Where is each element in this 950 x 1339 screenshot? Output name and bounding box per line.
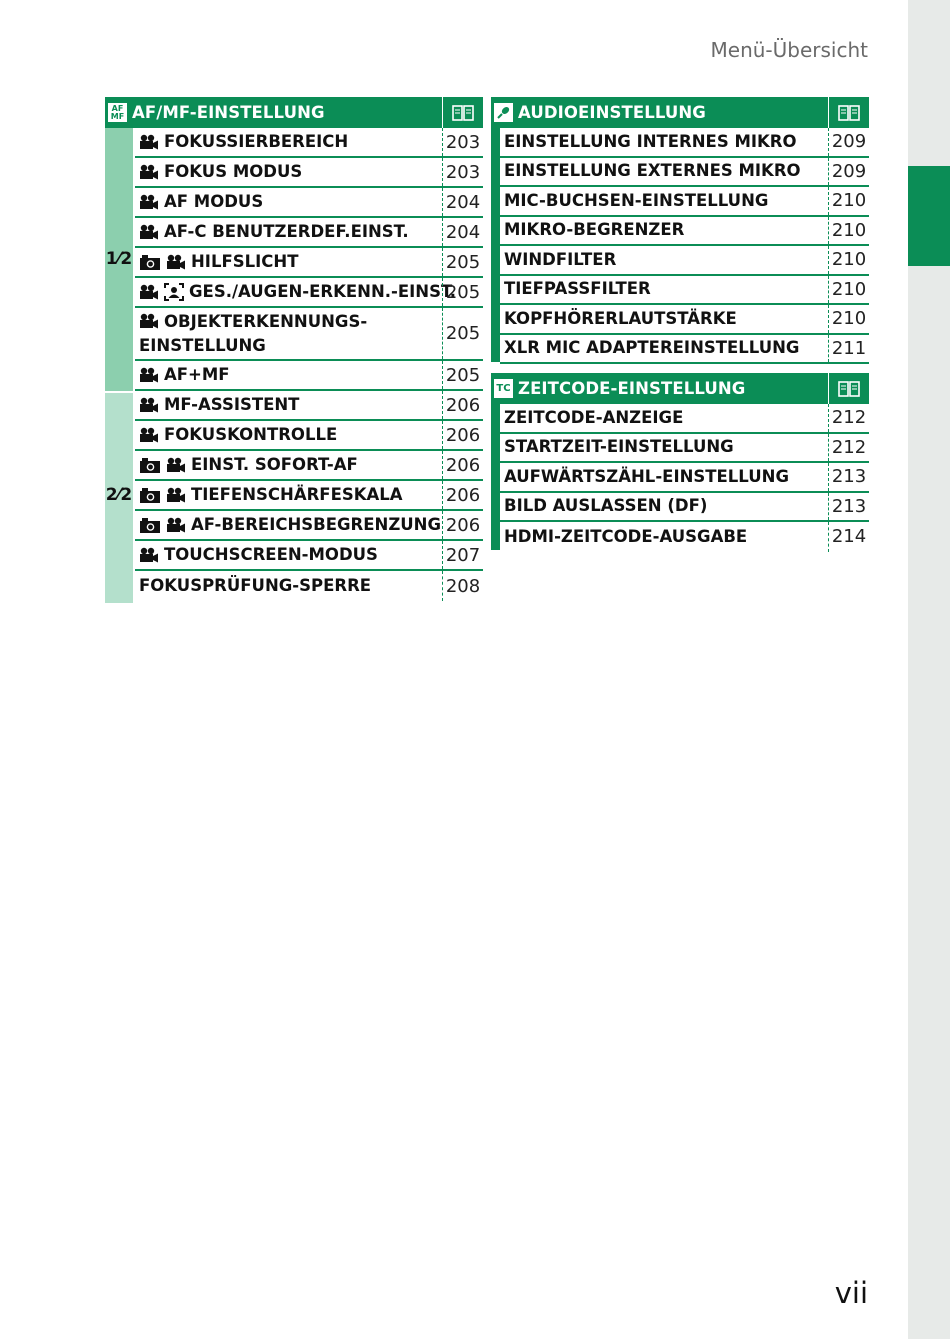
row-label-text: FOKUSSIERBEREICH [164, 132, 349, 151]
row-label-text: EINSTELLUNG EXTERNES MIKRO [504, 161, 801, 181]
row-label [139, 128, 348, 156]
row-label [504, 335, 799, 363]
row-label-text: TOUCHSCREEN-MODUS [164, 545, 378, 564]
row-label [504, 128, 797, 156]
table-row [500, 434, 869, 464]
row-label-text: HDMI-ZEITCODE-AUSGABE [504, 526, 748, 546]
af-mf-icon: AF MF [108, 103, 127, 122]
timecode-icon: TC [494, 379, 513, 398]
table-row [500, 128, 869, 158]
group-1-bar [105, 128, 133, 391]
page-ref: 213 [828, 463, 869, 491]
camera-icon [139, 517, 161, 534]
page-ref: 210 [828, 276, 869, 304]
row-label [139, 391, 299, 419]
row-label-text: MIKRO-BEGRENZER [504, 220, 685, 240]
table-row [135, 391, 483, 421]
row-label [139, 278, 456, 306]
page-ref: 210 [828, 187, 869, 215]
movie-icon [139, 194, 159, 211]
movie-icon [166, 517, 186, 534]
row-label [504, 246, 616, 274]
face-detect-icon [164, 283, 184, 301]
table-row [500, 305, 869, 335]
row-label-text: EINSTELLUNG INTERNES MIKRO [504, 131, 797, 151]
row-label [139, 511, 441, 539]
movie-icon [166, 487, 186, 504]
page-ref: 209 [828, 158, 869, 186]
camera-icon [139, 254, 161, 271]
page-ref: 209 [828, 128, 869, 156]
timecode-table-header [491, 373, 869, 404]
page-ref: 214 [828, 522, 869, 552]
page-ref: 206 [442, 451, 483, 479]
page-ref: 206 [442, 511, 483, 539]
table-row [500, 493, 869, 523]
movie-icon [139, 427, 159, 444]
row-label [139, 451, 358, 479]
row-label-text: AUFWÄRTSZÄHL-EINSTELLUNG [504, 466, 789, 486]
row-label-text: AF-C BENUTZERDEF.EINST. [164, 222, 409, 241]
page-ref: 208 [442, 571, 483, 601]
row-label-text: FOKUS MODUS [164, 162, 303, 181]
row-label-text: XLR MIC ADAPTEREINSTELLUNG [504, 338, 800, 358]
group-2-label: 2⁄2 [105, 485, 133, 505]
row-label [139, 541, 378, 569]
audio-table-title: AUDIOEINSTELLUNG [518, 103, 706, 122]
row-label [139, 361, 230, 389]
table-row [500, 404, 869, 434]
group-2-bar [105, 393, 133, 603]
book-icon [828, 97, 869, 128]
row-label [504, 276, 651, 304]
table-row [500, 522, 869, 552]
table-row [500, 158, 869, 188]
table-row [135, 218, 483, 248]
book-icon [442, 97, 483, 128]
table-row [135, 278, 483, 308]
row-label-text: EINST. SOFORT-AF [191, 455, 358, 474]
row-label [504, 463, 789, 491]
row-label-text: MF-ASSISTENT [164, 395, 300, 414]
af-mf-table-title: AF/MF-EINSTELLUNG [132, 103, 325, 122]
page-number: vii [834, 1276, 868, 1310]
row-label-text: TIEFENSCHÄRFESKALA [191, 485, 403, 504]
row-label-text: ZEITCODE-ANZEIGE [504, 407, 684, 427]
page-ref: 205 [442, 278, 483, 306]
page-ref: 212 [828, 404, 869, 432]
page-ref: 206 [442, 391, 483, 419]
movie-icon [139, 313, 159, 330]
page-ref: 213 [828, 493, 869, 521]
audio-side-bar [491, 128, 500, 362]
row-label-text: WINDFILTER [504, 249, 617, 269]
row-label [504, 522, 747, 552]
row-label-text: OBJEKTERKENNUNGS- [164, 311, 368, 331]
row-label [139, 158, 302, 186]
table-row [135, 571, 483, 601]
row-label [139, 308, 367, 359]
table-row [135, 481, 483, 511]
row-label [504, 493, 707, 521]
movie-icon [139, 284, 159, 301]
page-ref: 205 [442, 248, 483, 276]
page-ref: 204 [442, 218, 483, 246]
row-label-text: FOKUSKONTROLLE [164, 425, 338, 444]
movie-icon [139, 224, 159, 241]
movie-icon [139, 397, 159, 414]
movie-icon [166, 457, 186, 474]
page-ref: 210 [828, 246, 869, 274]
page-ref: 206 [442, 481, 483, 509]
row-label [504, 217, 684, 245]
row-label-text: KOPFHÖRERLAUTSTÄRKE [504, 308, 737, 328]
chapter-tab [908, 166, 950, 266]
movie-icon [139, 134, 159, 151]
table-row [500, 187, 869, 217]
row-label-text-line2: EINSTELLUNG [139, 335, 266, 355]
table-row [500, 217, 869, 247]
page-ref: 207 [442, 541, 483, 569]
camera-icon [139, 457, 161, 474]
af-mf-settings-table [105, 97, 483, 607]
table-row [135, 158, 483, 188]
row-label-text: AF+MF [164, 365, 230, 384]
row-label [504, 187, 768, 215]
timecode-table-title: ZEITCODE-EINSTELLUNG [518, 379, 746, 398]
page-ref: 205 [442, 308, 483, 359]
row-label [139, 188, 263, 216]
row-label [139, 421, 337, 449]
page-ref: 205 [442, 361, 483, 389]
timecode-side-bar [491, 404, 500, 550]
table-row [500, 276, 869, 306]
row-label-text: FOKUSPRÜFUNG-SPERRE [139, 576, 372, 595]
microphone-icon [494, 103, 513, 122]
row-label-text: BILD AUSLASSEN (DF) [504, 496, 708, 516]
table-row [500, 246, 869, 276]
page-ref: 211 [828, 335, 869, 363]
row-label-text: AF-BEREICHSBEGRENZUNG [191, 515, 442, 534]
table-row [500, 463, 869, 493]
movie-icon [139, 164, 159, 181]
page-ref: 204 [442, 188, 483, 216]
row-label-text: STARTZEIT-EINSTELLUNG [504, 437, 734, 457]
page-ref: 206 [442, 421, 483, 449]
page-ref: 212 [828, 434, 869, 462]
row-label [139, 481, 403, 509]
page-ref: 203 [442, 128, 483, 156]
table-row [135, 421, 483, 451]
table-row [135, 451, 483, 481]
book-icon [828, 373, 869, 404]
audio-settings-table [491, 97, 869, 367]
timecode-settings-table [491, 373, 869, 553]
movie-icon [166, 254, 186, 271]
row-label [504, 434, 734, 462]
table-row [500, 335, 869, 365]
page-ref: 203 [442, 158, 483, 186]
row-label [139, 218, 409, 246]
camera-icon [139, 487, 161, 504]
table-row [135, 511, 483, 541]
row-label-text: MIC-BUCHSEN-EINSTELLUNG [504, 190, 769, 210]
audio-table-header [491, 97, 869, 128]
row-label-text: AF MODUS [164, 192, 264, 211]
row-label-text: GES./AUGEN-ERKENN.-EINST. [189, 282, 457, 301]
row-label [504, 158, 801, 186]
movie-icon [139, 547, 159, 564]
table-row [135, 248, 483, 278]
table-row [135, 188, 483, 218]
row-label-text: TIEFPASSFILTER [504, 279, 651, 299]
page-ref: 210 [828, 305, 869, 333]
table-row [135, 361, 483, 391]
table-row [135, 308, 483, 361]
row-label-text: HILFSLICHT [191, 252, 299, 271]
af-mf-table-header [105, 97, 483, 128]
page-ref: 210 [828, 217, 869, 245]
row-label [139, 248, 298, 276]
movie-icon [139, 367, 159, 384]
table-row [135, 128, 483, 158]
group-1-label: 1⁄2 [105, 249, 133, 269]
row-label [504, 305, 737, 333]
row-label [504, 404, 683, 432]
row-label [139, 571, 371, 601]
page-header-title: Menü-Übersicht [710, 38, 868, 62]
table-row [135, 541, 483, 571]
